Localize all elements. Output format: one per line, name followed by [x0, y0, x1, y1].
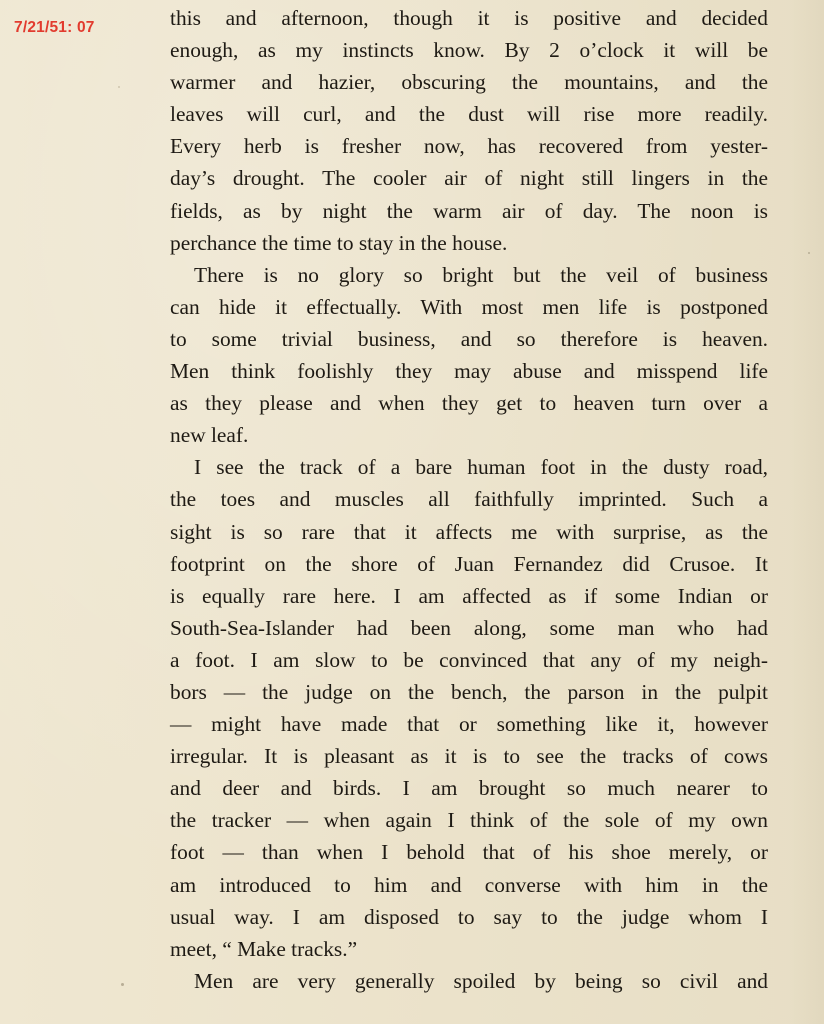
- text-line: day’s drought. The cooler air of night still lingers in the: [170, 166, 768, 191]
- text-line: enough, as my instincts know. By 2 o’clock it will be: [170, 38, 768, 63]
- page-edge-shadow: [790, 0, 824, 1024]
- text-line: I see the track of a bare human foot in the dusty road,: [194, 455, 768, 480]
- text-line: irregular. It is pleasant as it is to see the tracks of cows: [170, 744, 768, 769]
- paragraph: [170, 451, 768, 965]
- text-line: usual way. I am disposed to say to the judge whom I: [170, 904, 768, 929]
- text-line: the toes and muscles all faithfully imprinted. Such a: [170, 487, 768, 512]
- text-line: There is no glory so bright but the veil of business: [194, 262, 768, 287]
- text-line: South-Sea-Islander had been along, some man who had: [170, 615, 768, 640]
- text-line: new leaf.: [170, 423, 249, 448]
- text-line: can hide it effectually. With most men life is postponed: [170, 294, 768, 319]
- paper-speck: [808, 252, 810, 254]
- text-line: Men are very generally spoiled by being so civil and: [194, 968, 768, 993]
- text-line: Every herb is fresher now, has recovered from yester-: [170, 134, 768, 159]
- text-line: sight is so rare that it affects me with surprise, as the: [170, 519, 768, 544]
- text-line: as they please and when they get to heaven turn over a: [170, 391, 768, 416]
- paper-speck: [121, 983, 124, 986]
- text-line: to some trivial business, and so therefore is heaven.: [170, 326, 768, 351]
- text-line: perchance the time to stay in the house.: [170, 230, 508, 255]
- text-line: bors — the judge on the bench, the parson in the pulpit: [170, 679, 768, 704]
- timestamp-label: 7/21/51: 07: [14, 19, 95, 36]
- text-line: meet, “ Make tracks.”: [170, 936, 358, 961]
- paragraph: [170, 2, 768, 259]
- text-line: fields, as by night the warm air of day. The noon is: [170, 198, 768, 223]
- page-body-text: [170, 2, 768, 997]
- text-line: this and afternoon, though it is positive and decided: [170, 6, 768, 30]
- paragraph: [170, 965, 768, 997]
- text-line: a foot. I am slow to be convinced that any of my neigh-: [170, 647, 768, 672]
- text-line: the tracker — when again I think of the sole of my own: [170, 808, 768, 833]
- paragraph: [170, 259, 768, 452]
- text-line: leaves will curl, and the dust will rise more readily.: [170, 102, 768, 127]
- text-line: foot — than when I behold that of his shoe merely, or: [170, 840, 768, 865]
- text-line: footprint on the shore of Juan Fernandez did Crusoe. It: [170, 551, 768, 576]
- text-line: — might have made that or something like it, however: [170, 712, 768, 737]
- text-line: am introduced to him and converse with him in the: [170, 872, 768, 897]
- text-line: warmer and hazier, obscuring the mountains, and the: [170, 70, 768, 95]
- paper-speck: [118, 86, 120, 88]
- text-line: Men think foolishly they may abuse and misspend life: [170, 359, 768, 384]
- text-line: and deer and birds. I am brought so much nearer to: [170, 776, 768, 801]
- text-line: is equally rare here. I am affected as if some Indian or: [170, 583, 768, 608]
